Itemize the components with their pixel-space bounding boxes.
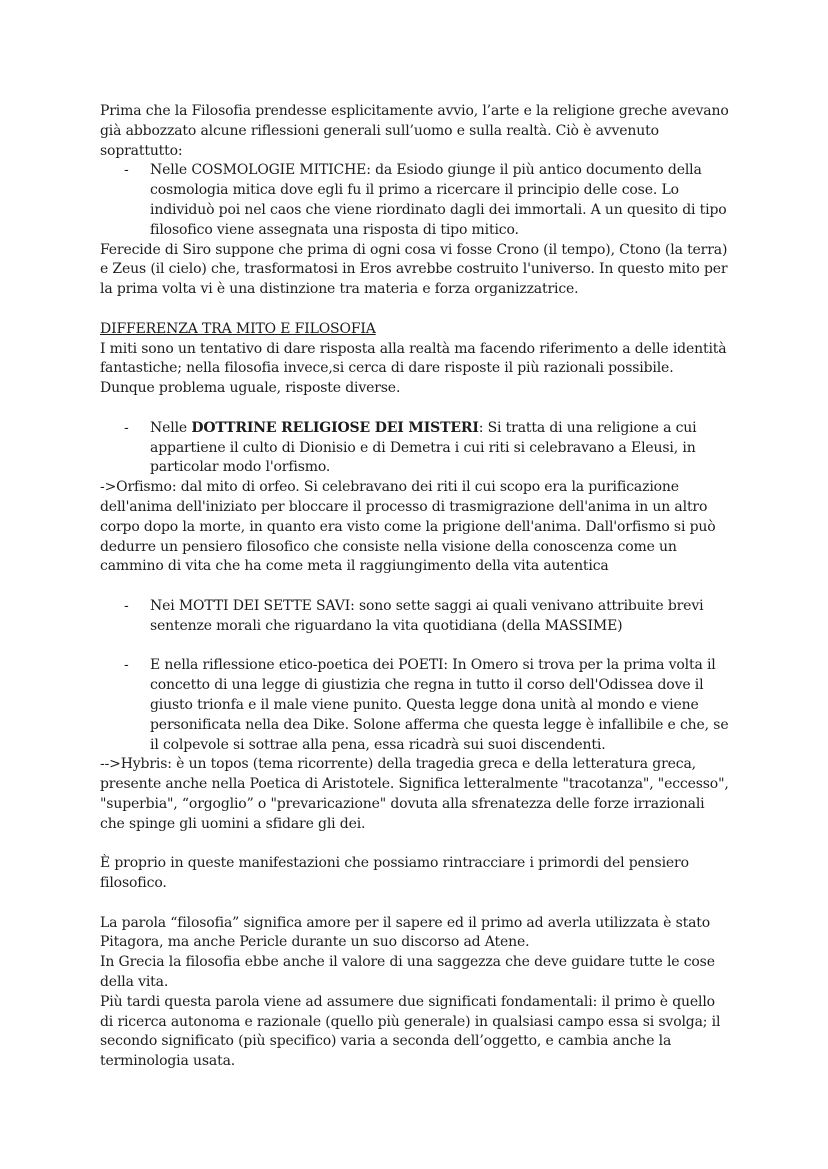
section-heading-differenza: DIFFERENZA TRA MITO E FILOSOFIA: [100, 320, 376, 337]
bullet-cosmologie-text: Nelle COSMOLOGIE MITICHE: da Esiodo giunge il più antico documento della cosmologia mitica dove egli fu il primo a ricercare il principio delle cose. Lo individuò poi nel caos che viene riordinato dagli dei immortali. A un quesito di tipo filosofico viene assegnata una risposta di tipo mitico.: [150, 162, 727, 238]
bullet-dottrine-text: [150, 419, 730, 478]
bullet-motti: [100, 597, 730, 637]
dottrine-prefix: Nelle: [150, 419, 192, 436]
hybris-paragraph: -->Hybris: è un topos (tema ricorrente) della tragedia greca e della letteratura greca, presente anche nella Poetica di Aristotele. Significa letteralmente "tracotanza", "eccesso", "superbia", “orgoglio” o "prevaricazione" dovuta alla sfrenatezza delle forze irrazionali che spinge gli uomini a sfidare gli dei.: [100, 756, 729, 832]
spacer: [100, 399, 730, 419]
document-page: [100, 102, 730, 1072]
significati-paragraph: Più tardi questa parola viene ad assumere due significati fondamentali: il primo è quello di ricerca autonoma e razionale (quello più generale) in qualsiasi campo essa si svolga; il secondo significato (più specifico) varia a seconda dell’oggetto, e cambia anche la terminologia usata.: [100, 993, 721, 1070]
primordi-paragraph: È proprio in queste manifestazioni che possiamo rintracciare i primordi del pensiero filosofico.: [100, 855, 689, 892]
spacer: [100, 300, 730, 320]
dottrine-bold-term: DOTTRINE RELIGIOSE DEI MISTERI: [191, 419, 479, 436]
spacer: [100, 894, 730, 914]
intro-paragraph: Prima che la Filosofia prendesse esplicitamente avvio, l’arte e la religione greche avevano già abbozzato alcune riflessioni generali sull’uomo e sulla realtà. Ciò è avvenuto soprattutto:: [100, 103, 729, 159]
differenza-text: I miti sono un tentativo di dare risposta alla realtà ma facendo riferimento a delle identità fantastiche; nella filosofia invece,si cerca di dare risposte il più razionali possibile.: [100, 340, 727, 377]
dottrine-rest: : Si tratta di una religione a cui appartiene il culto di Dionisio e di Demetra i cui riti si celebravano a Eleusi, in particolar modo l'orfismo.: [150, 419, 697, 476]
parola-paragraph: La parola “filosofia” significa amore per il sapere ed il primo ad averla utilizzata è stato Pitagora, ma anche Pericle durante un suo discorso ad Atene.: [100, 914, 711, 951]
ferecide-paragraph: Ferecide di Siro suppone che prima di ogni cosa vi fosse Crono (il tempo), Ctono (la terra) e Zeus (il cielo) che, trasformatosi in Eros avrebbe costruito l'universo. In questo mito per la prima volta vi è una distinzione tra materia e forza organizzatrice.: [100, 241, 728, 298]
bullet-poeti: [100, 656, 730, 755]
spacer: [100, 637, 730, 657]
spacer: [100, 834, 730, 854]
bullet-dottrine: [100, 419, 730, 478]
grecia-paragraph: In Grecia la filosofia ebbe anche il valore di una saggezza che deve guidare tutte le cose della vita.: [100, 954, 715, 991]
bullet-motti-text: Nei MOTTI DEI SETTE SAVI: sono sette saggi ai quali venivano attribuite brevi sentenze morali che riguardano la vita quotidiana (della MASSIME): [150, 597, 704, 634]
bullet-dash: -: [124, 162, 129, 179]
bullet-dash: -: [124, 419, 129, 436]
bullet-dash: -: [124, 597, 129, 614]
spacer: [100, 577, 730, 597]
bullet-cosmologie: [100, 161, 730, 240]
differenza-conclusion: Dunque problema uguale, risposte diverse.: [100, 380, 401, 397]
bullet-dash: -: [124, 657, 129, 674]
orfismo-paragraph: ->Orfismo: dal mito di orfeo. Si celebravano dei riti il cui scopo era la purificazione dell'anima dell'iniziato per bloccare il processo di trasmigrazione dell'anima in un altro corpo dopo la morte, in quanto era visto come la prigione dell'anima. Dall'orfismo si può dedurre un pensiero filosofico che consiste nella visione della conoscenza come un cammino di vita che ha come meta il raggiungimento della vita autentica: [100, 479, 716, 575]
bullet-poeti-text: E nella riflessione etico-poetica dei POETI: In Omero si trova per la prima volta il concetto di una legge di giustizia che regna in tutto il corso dell'Odissea dove il giusto trionfa e il male viene punito. Questa legge dona unità al mondo e viene personificata nella dea Dike. Solone afferma che questa legge è infallibile e che, se il colpevole si sottrae alla pena, essa ricadrà sui suoi discendenti.: [150, 657, 729, 753]
